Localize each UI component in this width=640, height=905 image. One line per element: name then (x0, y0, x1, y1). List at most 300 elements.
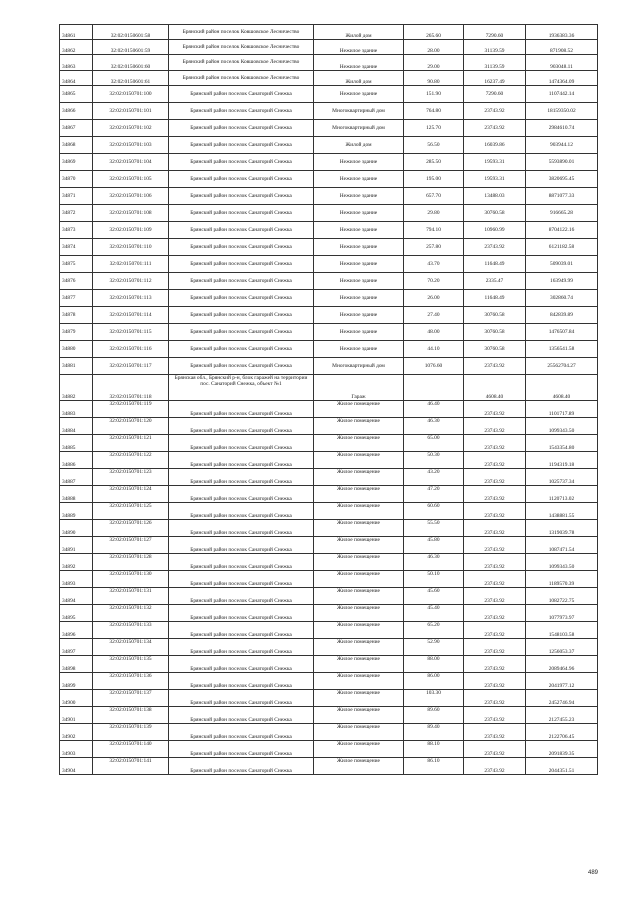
cell-cadastral-number: 32:02:0150701:126 (93, 520, 169, 537)
cell-row-number: 34875 (60, 255, 93, 272)
cell-object-type: Жилое помещение (314, 537, 404, 554)
cell-unit-price: 30760.58 (464, 204, 526, 221)
cell-unit-price: 23743.92 (464, 238, 526, 255)
cell-cadastral-number: 32:02:0150701:127 (93, 537, 169, 554)
cell-area: 265.60 (404, 25, 464, 40)
table-row (60, 554, 598, 571)
cell-row-number: 34888 (60, 486, 93, 503)
cell-cadastral-number: 32:02:0150701:100 (93, 85, 169, 102)
cell-cadastral-value: 1107442.14 (526, 85, 598, 102)
cell-area: 125.70 (404, 119, 464, 136)
table-row (60, 707, 598, 724)
cell-cadastral-value: 2984610.74 (526, 119, 598, 136)
cell-area: 257.80 (404, 238, 464, 255)
cell-address: Брянский район поселок Санаторий Снежка (169, 119, 314, 136)
cell-unit-price: 7290.60 (464, 25, 526, 40)
cell-address: Брянский район поселок Санаторий Снежка (169, 724, 314, 741)
cell-address: Брянский район поселок Санаторий Снежка (169, 187, 314, 204)
cell-row-number: 34863 (60, 55, 93, 70)
cell-cadastral-number: 32:02:0150701:115 (93, 323, 169, 340)
table-row (60, 289, 598, 306)
cell-cadastral-value: 1438881.55 (526, 503, 598, 520)
cell-object-type: Жилой дом (314, 136, 404, 153)
cell-area: 103.30 (404, 690, 464, 707)
cell-address: Брянский район поселок Санаторий Снежка (169, 418, 314, 435)
cell-cadastral-value: 1099343.50 (526, 554, 598, 571)
cell-unit-price: 23743.92 (464, 452, 526, 469)
cell-cadastral-value: 2127455.23 (526, 707, 598, 724)
cell-object-type: Жилое помещение (314, 656, 404, 673)
cell-cadastral-value: 842839.89 (526, 306, 598, 323)
cell-cadastral-value: 25562704.27 (526, 357, 598, 374)
cell-area: 90.80 (404, 70, 464, 85)
table-row (60, 374, 598, 401)
cell-cadastral-number: 32:02:0150701:119 (93, 401, 169, 418)
table-row (60, 588, 598, 605)
table-row (60, 340, 598, 357)
cell-row-number: 34898 (60, 656, 93, 673)
cell-cadastral-value: 1548103.58 (526, 622, 598, 639)
table-row (60, 170, 598, 187)
cell-address: Брянский район поселок Санаторий Снежка (169, 153, 314, 170)
cell-unit-price: 30760.58 (464, 323, 526, 340)
cell-unit-price: 16039.86 (464, 136, 526, 153)
cell-row-number: 34870 (60, 170, 93, 187)
cell-object-type: Жилое помещение (314, 690, 404, 707)
cell-row-number: 34879 (60, 323, 93, 340)
cell-cadastral-value: 1194319.18 (526, 452, 598, 469)
cell-object-type: Многоквартирный дом (314, 119, 404, 136)
cell-cadastral-value: 903048.11 (526, 55, 598, 70)
cell-address: Брянский район поселок Санаторий Снежка (169, 289, 314, 306)
cell-cadastral-number: 32:02:0150701:105 (93, 170, 169, 187)
table-row (60, 102, 598, 119)
cell-object-type: Жилое помещение (314, 707, 404, 724)
cell-row-number: 34861 (60, 25, 93, 40)
cell-unit-price: 23743.92 (464, 503, 526, 520)
cell-area: 46.40 (404, 401, 464, 418)
cell-object-type: Жилое помещение (314, 554, 404, 571)
cell-cadastral-number: 32:02:0150701:106 (93, 187, 169, 204)
cell-row-number: 34864 (60, 70, 93, 85)
cell-row-number: 34903 (60, 741, 93, 758)
cell-unit-price: 31139.59 (464, 55, 526, 70)
cell-address: Брянский район поселок Санаторий Снежка (169, 357, 314, 374)
cell-cadastral-value: 2122706.45 (526, 724, 598, 741)
cell-cadastral-number: 32:02:0150701:102 (93, 119, 169, 136)
table-row (60, 741, 598, 758)
cell-unit-price: 31139.59 (464, 40, 526, 55)
cell-cadastral-value: 2091839.35 (526, 741, 598, 758)
cell-row-number: 34877 (60, 289, 93, 306)
cell-unit-price: 30760.58 (464, 340, 526, 357)
cell-row-number: 34887 (60, 469, 93, 486)
cell-cadastral-value: 1087471.54 (526, 537, 598, 554)
cell-address: Брянский район поселок Ковшовское Лесничество (169, 40, 314, 55)
cell-area: 48.00 (404, 323, 464, 340)
cell-area: 43.70 (404, 255, 464, 272)
cell-area: 65.20 (404, 622, 464, 639)
cell-row-number: 34895 (60, 605, 93, 622)
cell-address: Брянский район поселок Санаторий Снежка (169, 401, 314, 418)
cell-object-type: Жилое помещение (314, 639, 404, 656)
cell-area: 50.10 (404, 571, 464, 588)
table-row (60, 418, 598, 435)
cell-cadastral-number: 32:02:0150701:139 (93, 724, 169, 741)
cell-object-type: Нежилое здание (314, 40, 404, 55)
cell-unit-price: 23743.92 (464, 486, 526, 503)
cell-area (404, 374, 464, 401)
cell-object-type: Жилое помещение (314, 401, 404, 418)
table-row (60, 40, 598, 55)
cell-row-number: 34901 (60, 707, 93, 724)
cell-cadastral-value: 509039.01 (526, 255, 598, 272)
table-row (60, 70, 598, 85)
cell-area: 89.60 (404, 707, 464, 724)
cell-unit-price: 23743.92 (464, 656, 526, 673)
cell-unit-price: 23743.92 (464, 401, 526, 418)
cell-address: Брянский район поселок Санаторий Снежка (169, 554, 314, 571)
cell-unit-price: 23743.92 (464, 707, 526, 724)
cell-cadastral-number: 32:02:0150601:61 (93, 70, 169, 85)
cell-row-number: 34892 (60, 554, 93, 571)
cell-cadastral-value: 6121182.58 (526, 238, 598, 255)
cell-object-type: Жилое помещение (314, 724, 404, 741)
cell-row-number: 34862 (60, 40, 93, 55)
cell-area: 88.00 (404, 656, 464, 673)
cell-area: 55.50 (404, 520, 464, 537)
table-row (60, 153, 598, 170)
cell-unit-price: 19593.31 (464, 170, 526, 187)
cell-area: 46.30 (404, 554, 464, 571)
cell-cadastral-value: 1356541.58 (526, 340, 598, 357)
table-row (60, 622, 598, 639)
cell-cadastral-number: 32:02:0150601:59 (93, 40, 169, 55)
cell-area: 28.00 (404, 40, 464, 55)
cell-address: Брянский район поселок Ковшовское Лесничество (169, 25, 314, 40)
cell-object-type: Нежилое здание (314, 187, 404, 204)
table-row (60, 55, 598, 70)
cell-cadastral-number: 32:02:0150701:135 (93, 656, 169, 673)
cell-object-type: Жилое помещение (314, 486, 404, 503)
cell-row-number: 34893 (60, 571, 93, 588)
cell-cadastral-value: 1082722.75 (526, 588, 598, 605)
cell-row-number: 34899 (60, 673, 93, 690)
cell-cadastral-value: 1256053.37 (526, 639, 598, 656)
cell-area: 26.00 (404, 289, 464, 306)
cell-cadastral-number: 32:02:0150701:114 (93, 306, 169, 323)
cell-unit-price: 23743.92 (464, 690, 526, 707)
cell-cadastral-number: 32:02:0150701:113 (93, 289, 169, 306)
cell-row-number: 34883 (60, 401, 93, 418)
cell-area: 29.00 (404, 55, 464, 70)
cell-address: Брянский район поселок Санаторий Снежка (169, 690, 314, 707)
cell-area: 88.10 (404, 741, 464, 758)
cell-address: Брянский район поселок Санаторий Снежка (169, 673, 314, 690)
cell-row-number: 34880 (60, 340, 93, 357)
cell-area: 764.80 (404, 102, 464, 119)
cell-unit-price: 23743.92 (464, 758, 526, 775)
cell-row-number: 34878 (60, 306, 93, 323)
cell-cadastral-number: 32:02:0150701:133 (93, 622, 169, 639)
cell-cadastral-number: 32:02:0150701:101 (93, 102, 169, 119)
cell-area: 45.40 (404, 605, 464, 622)
cell-address: Брянский район поселок Санаторий Снежка (169, 622, 314, 639)
cell-row-number: 34885 (60, 435, 93, 452)
cell-unit-price: 19593.31 (464, 153, 526, 170)
cell-row-number: 34867 (60, 119, 93, 136)
table-row (60, 323, 598, 340)
cell-area: 60.60 (404, 503, 464, 520)
cell-unit-price: 2335.47 (464, 272, 526, 289)
table-row (60, 520, 598, 537)
cell-cadastral-number: 32:02:0150701:136 (93, 673, 169, 690)
cell-cadastral-number: 32:02:0150701:103 (93, 136, 169, 153)
cell-row-number: 34889 (60, 503, 93, 520)
cell-cadastral-number: 32:02:0150701:140 (93, 741, 169, 758)
cell-area: 151.90 (404, 85, 464, 102)
cell-cadastral-number: 32:02:0150701:111 (93, 255, 169, 272)
cell-cadastral-value: 1077973.97 (526, 605, 598, 622)
cell-row-number: 34873 (60, 221, 93, 238)
cell-cadastral-number: 32:02:0150701:132 (93, 605, 169, 622)
cell-cadastral-value: 18159350.02 (526, 102, 598, 119)
table-row (60, 571, 598, 588)
cell-area: 29.80 (404, 204, 464, 221)
table-row (60, 136, 598, 153)
cell-address: Брянский район поселок Ковшовское Лесничество (169, 70, 314, 85)
cell-cadastral-value: 1099343.50 (526, 418, 598, 435)
cell-object-type: Жилое помещение (314, 605, 404, 622)
cell-object-type: Жилое помещение (314, 588, 404, 605)
table-row (60, 187, 598, 204)
cell-unit-price: 23743.92 (464, 571, 526, 588)
cell-unit-price: 23743.92 (464, 357, 526, 374)
table-row (60, 221, 598, 238)
cell-row-number: 34871 (60, 187, 93, 204)
table-row (60, 25, 598, 40)
cell-object-type: Нежилое здание (314, 170, 404, 187)
cell-cadastral-number: 32:02:0150701:120 (93, 418, 169, 435)
cell-unit-price: 23743.92 (464, 554, 526, 571)
cell-object-type: Жилое помещение (314, 571, 404, 588)
table-row (60, 503, 598, 520)
cell-cadastral-value: 302860.74 (526, 289, 598, 306)
cell-row-number: 34886 (60, 452, 93, 469)
cell-cadastral-number: 32:02:0150701:137 (93, 690, 169, 707)
cell-row-number: 34876 (60, 272, 93, 289)
cell-object-type: Нежилое здание (314, 85, 404, 102)
cell-row-number: 34897 (60, 639, 93, 656)
table-row (60, 639, 598, 656)
cell-row-number: 34900 (60, 690, 93, 707)
cell-address: Брянский район поселок Санаторий Снежка (169, 221, 314, 238)
cell-cadastral-value: 2041977.12 (526, 673, 598, 690)
cell-cadastral-number: 32:02:0150601:60 (93, 55, 169, 70)
cell-cadastral-value: 8871077.33 (526, 187, 598, 204)
cell-object-type: Нежилое здание (314, 289, 404, 306)
cell-row-number: 34890 (60, 520, 93, 537)
cell-address: Брянский район поселок Санаторий Снежка (169, 588, 314, 605)
cell-address: Брянский район поселок Санаторий Снежка (169, 272, 314, 289)
cell-cadastral-number: 32:02:0150701:118 (93, 374, 169, 401)
cell-address: Брянский район поселок Санаторий Снежка (169, 306, 314, 323)
cell-cadastral-value: 1319039.78 (526, 520, 598, 537)
cell-row-number: 34891 (60, 537, 93, 554)
table-row (60, 238, 598, 255)
cell-area: 46.30 (404, 418, 464, 435)
cell-area: 794.10 (404, 221, 464, 238)
cell-address: Брянский район поселок Санаторий Снежка (169, 656, 314, 673)
cell-address: Брянский район поселок Санаторий Снежка (169, 486, 314, 503)
table-row (60, 758, 598, 775)
cell-cadastral-number: 32:02:0150701:138 (93, 707, 169, 724)
cell-address: Брянский район поселок Санаторий Снежка (169, 85, 314, 102)
cell-area: 45.60 (404, 588, 464, 605)
cell-cadastral-value: 1543354.80 (526, 435, 598, 452)
cell-address: Брянский район поселок Санаторий Снежка (169, 323, 314, 340)
cell-object-type: Нежилое здание (314, 255, 404, 272)
cell-area: 70.20 (404, 272, 464, 289)
cell-cadastral-number: 32:02:0150701:104 (93, 153, 169, 170)
cell-area: 285.50 (404, 153, 464, 170)
cell-area: 52.90 (404, 639, 464, 656)
cell-unit-price: 13488.03 (464, 187, 526, 204)
cell-object-type: Нежилое здание (314, 340, 404, 357)
cell-row-number: 34882 (60, 374, 93, 401)
cell-address: Брянский район поселок Ковшовское Лесничество (169, 55, 314, 70)
cell-row-number: 34869 (60, 153, 93, 170)
cell-area: 43.20 (404, 469, 464, 486)
table-row (60, 204, 598, 221)
cell-address: Брянский район поселок Санаторий Снежка (169, 605, 314, 622)
cell-unit-price: 23743.92 (464, 435, 526, 452)
cell-cadastral-number: 32:02:0150601:58 (93, 25, 169, 40)
cell-cadastral-number: 32:02:0150701:122 (93, 452, 169, 469)
cell-area: 27.40 (404, 306, 464, 323)
cell-cadastral-number: 32:02:0150701:124 (93, 486, 169, 503)
cell-cadastral-value: 2089464.96 (526, 656, 598, 673)
table-row (60, 452, 598, 469)
cell-area: 657.70 (404, 187, 464, 204)
table-row (60, 85, 598, 102)
cell-address: Брянский район поселок Санаторий Снежка (169, 435, 314, 452)
cell-cadastral-value: 1474364.09 (526, 70, 598, 85)
cell-cadastral-number: 32:02:0150701:123 (93, 469, 169, 486)
cell-unit-price: 23743.92 (464, 469, 526, 486)
cell-cadastral-number: 32:02:0150701:108 (93, 204, 169, 221)
cell-unit-price: 23743.92 (464, 605, 526, 622)
cell-object-type: Нежилое здание (314, 221, 404, 238)
cell-address: Брянский район поселок Санаторий Снежка (169, 170, 314, 187)
cell-row-number: 34872 (60, 204, 93, 221)
cell-address: Брянский район поселок Санаторий Снежка (169, 741, 314, 758)
cell-cadastral-number: 32:02:0150701:134 (93, 639, 169, 656)
cell-area: 1076.60 (404, 357, 464, 374)
cell-unit-price: 23743.92 (464, 724, 526, 741)
cell-object-type: Нежилое здание (314, 153, 404, 170)
cell-object-type: Жилое помещение (314, 520, 404, 537)
cell-cadastral-value: 2044351.51 (526, 758, 598, 775)
cell-unit-price: 7290.60 (464, 85, 526, 102)
table-row (60, 690, 598, 707)
table-row (60, 306, 598, 323)
cell-object-type: Жилое помещение (314, 469, 404, 486)
table-row (60, 401, 598, 418)
cell-row-number: 34874 (60, 238, 93, 255)
cell-unit-price: 23743.92 (464, 418, 526, 435)
cell-address: Брянский район поселок Санаторий Снежка (169, 707, 314, 724)
cell-unit-price: 11648.49 (464, 289, 526, 306)
cell-address: Брянский район поселок Санаторий Снежка (169, 452, 314, 469)
cell-row-number: 34894 (60, 588, 93, 605)
cell-unit-price: 23743.92 (464, 537, 526, 554)
cell-area: 86.00 (404, 673, 464, 690)
cell-row-number: 34904 (60, 758, 93, 775)
cell-cadastral-number: 32:02:0150701:109 (93, 221, 169, 238)
cell-row-number: 34868 (60, 136, 93, 153)
cell-object-type: Нежилое здание (314, 204, 404, 221)
cell-cadastral-number: 32:02:0150701:110 (93, 238, 169, 255)
cell-object-type: Жилое помещение (314, 673, 404, 690)
table-row (60, 272, 598, 289)
cell-unit-price: 23743.92 (464, 673, 526, 690)
cell-address: Брянский район поселок Санаторий Снежка (169, 204, 314, 221)
cell-unit-price: 16237.49 (464, 70, 526, 85)
table-row (60, 486, 598, 503)
cell-area: 195.00 (404, 170, 464, 187)
cell-area: 45.80 (404, 537, 464, 554)
table-row (60, 605, 598, 622)
cell-object-type: Многоквартирный дом (314, 102, 404, 119)
cell-unit-price: 11648.49 (464, 255, 526, 272)
cell-row-number: 34896 (60, 622, 93, 639)
table-row (60, 357, 598, 374)
cell-object-type: Гараж (314, 374, 404, 401)
cell-cadastral-value: 2452746.94 (526, 690, 598, 707)
table-row (60, 435, 598, 452)
cell-area: 65.00 (404, 435, 464, 452)
cell-object-type: Жилое помещение (314, 418, 404, 435)
cell-cadastral-value: 1120713.02 (526, 486, 598, 503)
cell-cadastral-number: 32:02:0150701:117 (93, 357, 169, 374)
cell-cadastral-number: 32:02:0150701:131 (93, 588, 169, 605)
cell-cadastral-value: 916665.28 (526, 204, 598, 221)
cell-address: Брянский район поселок Санаторий Снежка (169, 571, 314, 588)
cell-object-type: Многоквартирный дом (314, 357, 404, 374)
cell-unit-price: 23743.92 (464, 622, 526, 639)
cell-object-type: Нежилое здание (314, 55, 404, 70)
cell-object-type: Нежилое здание (314, 323, 404, 340)
cell-row-number: 34902 (60, 724, 93, 741)
table-row (60, 255, 598, 272)
table-row (60, 119, 598, 136)
cell-row-number: 34866 (60, 102, 93, 119)
cell-object-type: Нежилое здание (314, 272, 404, 289)
cell-cadastral-value: 871908.52 (526, 40, 598, 55)
cell-object-type: Жилое помещение (314, 741, 404, 758)
cell-row-number: 34865 (60, 85, 93, 102)
table-body (60, 25, 598, 775)
cell-cadastral-number: 32:02:0150701:128 (93, 554, 169, 571)
cell-unit-price: 23743.92 (464, 741, 526, 758)
cell-address: Брянский район поселок Санаторий Снежка (169, 238, 314, 255)
cell-object-type: Жилое помещение (314, 435, 404, 452)
cell-cadastral-value: 5593890.01 (526, 153, 598, 170)
cell-object-type: Нежилое здание (314, 238, 404, 255)
cell-cadastral-value: 4608.40 (526, 374, 598, 401)
cell-unit-price: 23743.92 (464, 119, 526, 136)
